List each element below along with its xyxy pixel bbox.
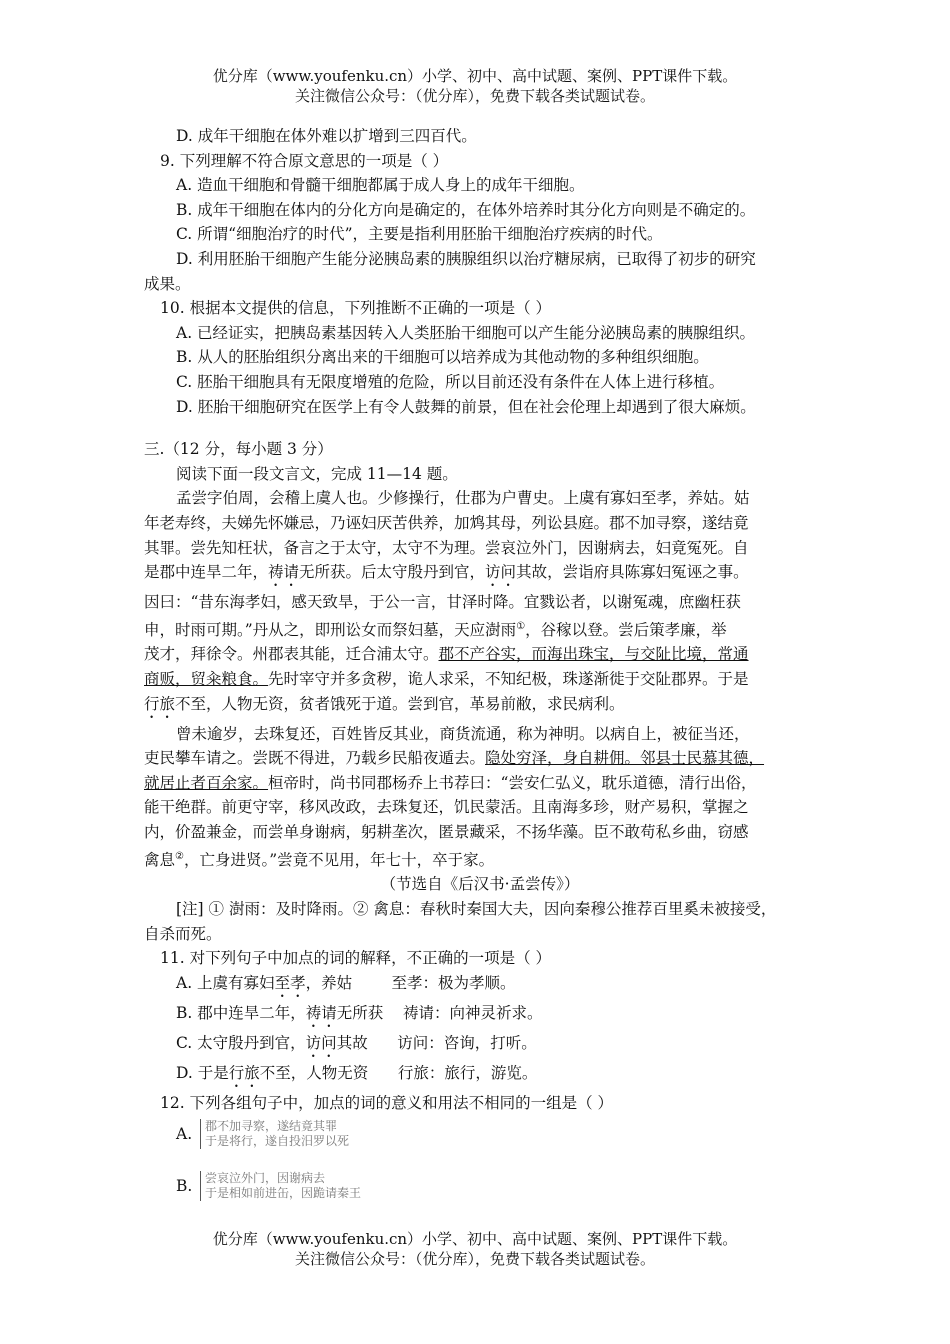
q9-option-c: C. 所谓“细胞治疗的时代”，主要是指利用胚胎干细胞治疗疾病的时代。 bbox=[176, 225, 663, 244]
document-body bbox=[144, 124, 816, 1201]
footnote-marker: ① bbox=[516, 620, 526, 632]
passage-line: 就居止者百余家。桓帝时，尚书同郡杨乔上书荐曰：“尝安仁弘义，耽乐道德，清行出俗， bbox=[144, 773, 757, 792]
q11-stem: 11. 对下列句子中加点的词的解释，不正确的一项是（ ） bbox=[160, 949, 552, 968]
q10-option-d: D. 胚胎干细胞研究在医学上有令人鼓舞的前景，但在社会伦理上却遇到了很大麻烦。 bbox=[176, 397, 756, 416]
passage-line: 行旅不至，人物无资，贫者饿死于道。尝到官，革易前敝，求民病利。 bbox=[144, 694, 625, 713]
section-3-title: 三.（12 分，每小题 3 分） bbox=[144, 440, 333, 459]
passage-note-cont: 自杀而死。 bbox=[144, 924, 222, 943]
dotted-word: 祷请 bbox=[268, 563, 300, 582]
q12-option-a: A. 郡不加寻察，遂结竟其罪 于是将行，遂自投汨罗以死 bbox=[176, 1119, 350, 1149]
q9-option-a: A. 造血干细胞和骨髓干细胞都属于成人身上的成年干细胞。 bbox=[176, 176, 585, 195]
passage-source: （节选自《后汉书·孟尝传》） bbox=[380, 875, 580, 894]
q11-option-a: A. 上虞有寡妇至孝，养姑 至孝：极为孝顺。 bbox=[176, 973, 516, 992]
underlined-sentence: 隐处穷泽，身自耕佣。邻县士民慕其德， bbox=[485, 749, 765, 768]
q12-stem: 12. 下列各组句子中，加点的词的意义和用法不相同的一组是（ ） bbox=[160, 1093, 614, 1112]
q12-option-b: B. 尝哀泣外门，因谢病去 于是相如前进缶，因跪请秦王 bbox=[176, 1171, 362, 1201]
passage-line: 孟尝字伯周，会稽上虞人也。少修操行，仕郡为户曹史。上虞有寡妇至孝，养姑。姑 bbox=[176, 489, 750, 508]
dotted-word: 访问 bbox=[485, 563, 517, 582]
q9-option-b: B. 成年干细胞在体内的分化方向是确定的，在体外培养时其分化方向则是不确定的。 bbox=[176, 200, 756, 219]
passage-line: 禽息②，亡身进贤。”尝竟不见用，年七十，卒于家。 bbox=[144, 850, 495, 869]
passage-line: 是郡中连旱二年，祷请无所获。后太守殷丹到官，访问其故，尝诣府具陈寡妇冤诬之事。 bbox=[144, 563, 749, 582]
page-header bbox=[0, 66, 950, 106]
passage-line: 吏民攀车请之。尝既不得进，乃载乡民船夜遁去。隐处穷泽，身自耕佣。邻县士民慕其德， bbox=[144, 749, 765, 768]
q10-option-b: B. 从人的胚胎组织分离出来的干细胞可以培养成为其他动物的多种组织细胞。 bbox=[176, 348, 709, 367]
passage-line: 茂才，拜徐令。州郡表其能，迁合浦太守。郡不产谷实，而海出珠宝，与交阯比境，常通 bbox=[144, 645, 749, 664]
passage-line: 商贩，贸籴粮食。先时宰守并多贪秽，诡人求采，不知纪极，珠遂渐徙于交阯郡界。于是 bbox=[144, 670, 749, 689]
q9-option-d-cont: 成果。 bbox=[144, 274, 191, 293]
q11-option-b: B. 郡中连旱二年，祷请无所获 祷请：向神灵祈求。 bbox=[176, 1003, 543, 1022]
q10-option-c: C. 胚胎干细胞具有无限度增殖的危险，所以目前还没有条件在人体上进行移植。 bbox=[176, 372, 725, 391]
passage-note: [注] ① 澍雨：及时降雨。② 禽息：春秋时秦国大夫，因向秦穆公推荐百里奚未被接受， bbox=[176, 899, 777, 918]
q12-option-b-pair: 尝哀泣外门，因谢病去 于是相如前进缶，因跪请秦王 bbox=[200, 1171, 361, 1201]
q9-option-d: D. 利用胚胎干细胞产生能分泌胰岛素的胰腺组织以治疗糖尿病，已取得了初步的研究 bbox=[176, 249, 756, 268]
q11-option-d: D. 于是行旅不至，人物无资 行旅：旅行，游览。 bbox=[176, 1063, 538, 1082]
header-line-2: 关注微信公众号：（优分库），免费下载各类试题试卷。 bbox=[294, 87, 655, 105]
underlined-sentence: 就居止者百余家。 bbox=[144, 773, 269, 792]
q10-option-a: A. 已经证实，把胰岛素基因转入人类胚胎干细胞可以产生能分泌胰岛素的胰腺组织。 bbox=[176, 323, 756, 342]
q8-option-d: D. 成年干细胞在体外难以扩增到三四百代。 bbox=[176, 127, 477, 145]
q9-stem: 9. 下列理解不符合原文意思的一项是（ ） bbox=[160, 151, 449, 170]
footer-line-1: 优分库（www.youfenku.cn）小学、初中、高中试题、案例、PPT课件下载。 bbox=[212, 1230, 738, 1248]
passage-line: 内，价盈兼金，而尝单身谢病，躬耕垄次，匿景藏采，不扬华藻。臣不敢苟私乡曲，窃感 bbox=[144, 823, 749, 841]
section-3-intro: 阅读下面一段文言文，完成 11—14 题。 bbox=[176, 464, 458, 483]
q11-option-c: C. 太守殷丹到官，访问其故 访问：咨询，打听。 bbox=[176, 1033, 537, 1052]
footer-line-2: 关注微信公众号：（优分库），免费下载各类试题试卷。 bbox=[294, 1250, 655, 1268]
underlined-sentence: 商贩，贸籴粮食。 bbox=[144, 670, 269, 689]
passage-line: 其罪。尝先知枉状，备言之于太守，太守不为理。尝哀泣外门，因谢病去，妇竟冤死。自 bbox=[144, 538, 749, 557]
passage-line: 年老寿终，夫娣先怀嫌忌，乃诬妇厌苦供养，加鸩其母，列讼县庭。郡不加寻察，遂结竟 bbox=[144, 513, 749, 532]
q10-stem: 10. 根据本文提供的信息，下列推断不正确的一项是（ ） bbox=[160, 299, 552, 318]
dotted-word: 行旅 bbox=[144, 694, 176, 713]
footnote-marker: ② bbox=[175, 850, 184, 862]
classical-passage bbox=[144, 486, 816, 946]
passage-line: 能干绝群。前更守宰，移风改政，去珠复还，饥民蒙活。且南海多珍，财产易积，掌握之 bbox=[144, 798, 749, 817]
q12-option-a-pair: 郡不加寻察，遂结竟其罪 于是将行，遂自投汨罗以死 bbox=[200, 1119, 349, 1149]
passage-line: 因曰：“昔东海孝妇，感天致旱，于公一言，甘泽时降。宜戮讼者，以谢冤魂，庶幽枉获 bbox=[144, 593, 741, 612]
passage-line: 曾未逾岁，去珠复还，百姓皆反其业，商货流通，称为神明。以病自上，被征当还， bbox=[176, 724, 750, 743]
page-footer bbox=[0, 1229, 950, 1269]
header-line-1: 优分库（www.youfenku.cn）小学、初中、高中试题、案例、PPT课件下载。 bbox=[212, 67, 738, 85]
underlined-sentence: 郡不产谷实，而海出珠宝，与交阯比境，常通 bbox=[438, 645, 749, 664]
passage-line: 申，时雨可期。”丹从之，即刑讼女而祭妇墓，天应澍雨①，谷稼以登。尝后策孝廉，举 bbox=[144, 620, 727, 639]
